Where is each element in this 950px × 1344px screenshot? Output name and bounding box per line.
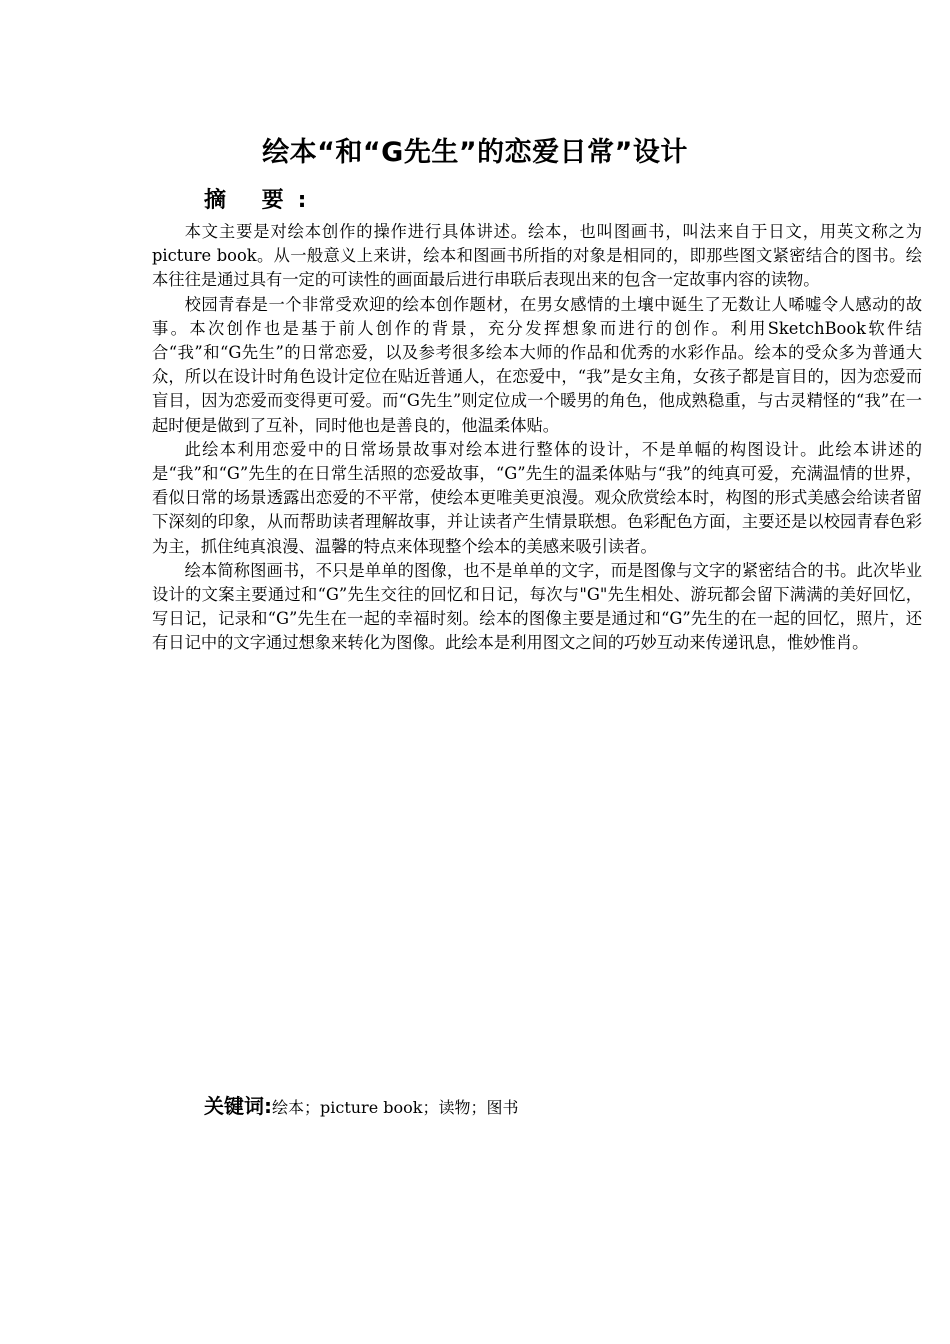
abstract-paragraph-4: 绘本简称图画书，不只是单单的图像，也不是单单的文字，而是图像与文字的紧密结合的书。此次毕业设计的文案主要通过和“G”先生交往的回忆和日记，每次与"G"先生相处、游玩都会留下满满的美好回忆，写日记，记录和“G”先生在一起的幸福时刻。绘本的图像主要是通过和“G”先生的在一起的回忆，照片，还有日记中的文字通过想象来转化为图像。此绘本是利用图文之间的巧妙互动来传递讯息，惟妙惟肖。 (152, 560, 922, 653)
keywords-label: 关键词: (204, 1094, 272, 1118)
keywords-line (204, 1090, 518, 1124)
abstract-paragraph-3: 此绘本利用恋爱中的日常场景故事对绘本进行整体的设计，不是单幅的构图设计。此绘本讲述的是“我”和“G”先生的在日常生活照的恋爱故事，“G”先生的温柔体贴与“我”的纯真可爱，充满温情的世界，看似日常的场景透露出恋爱的不平常，使绘本更唯美更浪漫。观众欣赏绘本时，构图的形式美感会给读者留下深刻的印象，从而帮助读者理解故事，并让读者产生情景联想。色彩配色方面，主要还是以校园青春色彩为主，抓住纯真浪漫、温馨的特点来体现整个绘本的美感来吸引读者。 (152, 439, 922, 556)
document-title: 绘本“和“G先生”的恋爱日常”设计 (262, 137, 688, 168)
abstract-paragraph-2: 校园青春是一个非常受欢迎的绘本创作题材，在男女感情的土壤中诞生了无数让人唏嘘令人感动的故事。本次创作也是基于前人创作的背景，充分发挥想象而进行的创作。利用SketchBook软件结合“我”和“G先生”的日常恋爱，以及参考很多绘本大师的作品和优秀的水彩作品。绘本的受众多为普通大众，所以在设计时角色设计定位在贴近普通人，在恋爱中，“我”是女主角，女孩子都是盲目的，因为恋爱而盲目，因为恋爱而变得更可爱。而“G先生”则定位成一个暖男的角色，他成熟稳重，与古灵精怪的“我”在一起时便是做到了互补，同时他也是善良的，他温柔体贴。 (152, 294, 922, 435)
abstract-paragraph-1: 本文主要是对绘本创作的操作进行具体讲述。绘本，也叫图画书，叫法来自于日文，用英文称之为picture book。从一般意义上来讲，绘本和图画书所指的对象是相同的，即那些图文紧密结合的图书。绘本往往是通过具有一定的可读性的画面最后进行串联后表现出来的包含一定故事内容的读物。 (152, 222, 922, 290)
abstract-heading: 摘 要: (204, 188, 321, 213)
keywords-text: 绘本；picture book；读物；图书 (272, 1098, 519, 1117)
abstract-body (152, 220, 922, 656)
